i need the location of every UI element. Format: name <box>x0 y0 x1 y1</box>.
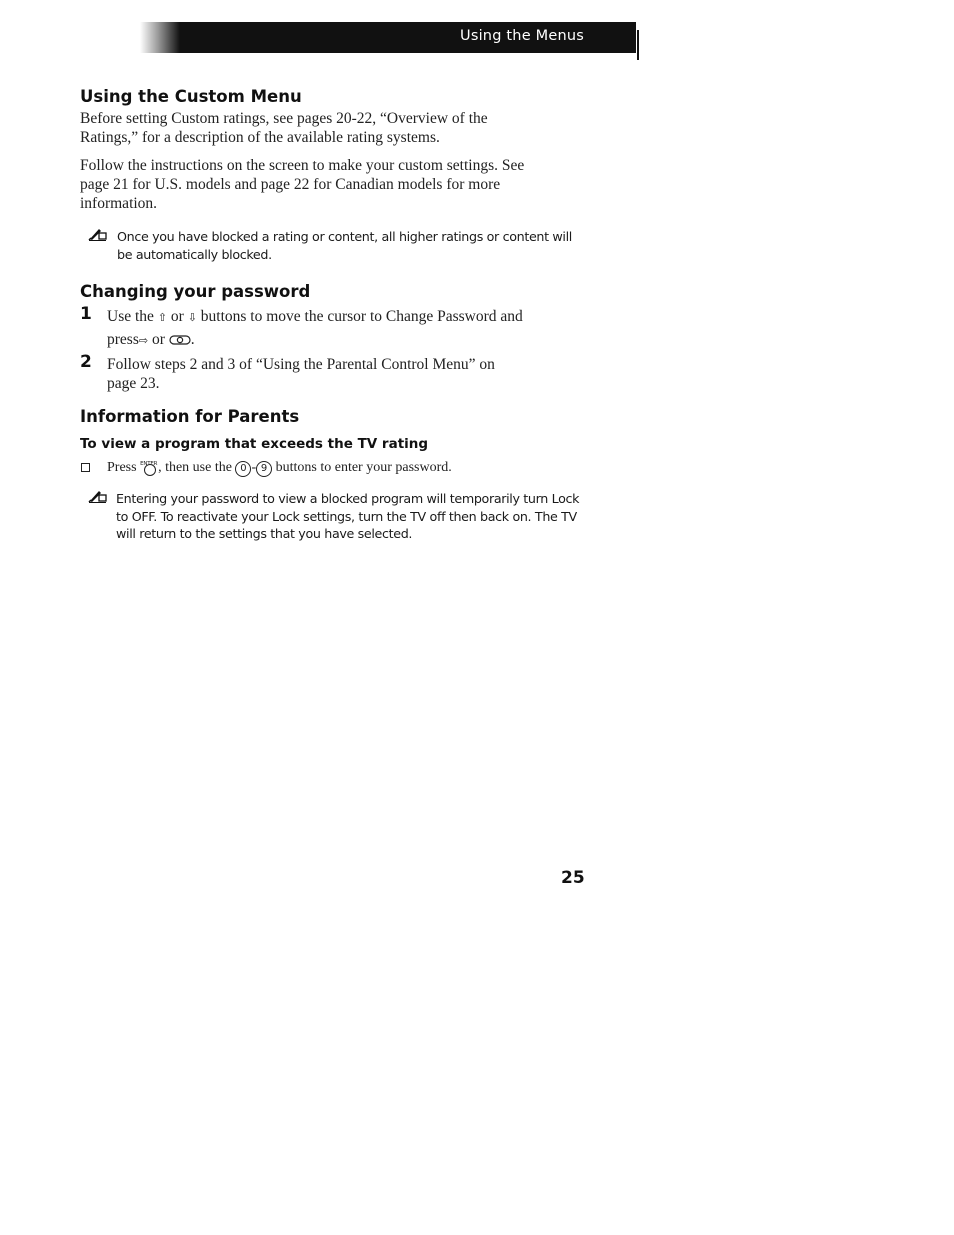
text-span: buttons to enter your password. <box>275 460 452 475</box>
custom-menu-note <box>117 228 572 263</box>
step-number: 1 <box>80 304 92 324</box>
text-span: or <box>170 308 184 325</box>
text-span: Use the <box>107 308 154 325</box>
text-span: press <box>107 331 139 348</box>
header-fade <box>140 22 180 53</box>
running-header-title: Using the Menus <box>460 28 584 44</box>
enter-button-icon <box>140 458 158 474</box>
custom-menu-paragraph-2 <box>80 156 583 213</box>
text-span: buttons to move the cursor to Change Password and <box>200 308 523 325</box>
section-heading-password: Changing your password <box>80 282 311 301</box>
text-line <box>107 329 523 352</box>
text-line: will return to the settings that you have selected. <box>116 526 413 541</box>
password-step-2 <box>107 355 495 393</box>
section-heading-parents: Information for Parents <box>80 407 300 426</box>
text-line: to OFF. To reactivate your Lock settings, turn the TV off then back on. The TV <box>116 508 577 524</box>
text-line: information. <box>80 195 158 212</box>
text-line: Before setting Custom ratings, see pages 20-22, “Overview of the <box>80 110 488 127</box>
number-9-button-icon: 9 <box>256 461 272 477</box>
text-line: Follow steps 2 and 3 of “Using the Parental Control Menu” on <box>107 356 495 373</box>
text-span: - <box>251 460 257 475</box>
enter-key-circle <box>144 464 156 476</box>
text-line <box>107 306 523 329</box>
header-rule <box>637 30 639 60</box>
note-pencil-icon <box>88 227 108 241</box>
down-arrow-icon: ⇩ <box>187 311 197 324</box>
text-line: Entering your password to view a blocked program will temporarily turn Lock <box>116 491 580 506</box>
parents-note <box>116 490 579 543</box>
section-heading-custom-menu: Using the Custom Menu <box>80 87 302 106</box>
text-line: Once you have blocked a rating or content, all higher ratings or content will <box>117 229 572 244</box>
step-number: 2 <box>80 352 92 372</box>
joystick-button-icon <box>169 335 191 345</box>
parents-subheading: To view a program that exceeds the TV rating <box>80 436 429 452</box>
text-line: page 21 for U.S. models and page 22 for Canadian models for more <box>80 176 501 193</box>
text-span: , then use the <box>158 460 232 475</box>
header-bar <box>140 22 636 53</box>
note-pencil-icon <box>88 489 108 503</box>
up-arrow-icon: ⇧ <box>157 311 168 324</box>
text-line: Ratings,” for a description of the available rating systems. <box>80 129 440 146</box>
password-step-1 <box>107 306 523 352</box>
text-line: page 23. <box>107 375 160 392</box>
text-line: Follow the instructions on the screen to make your custom settings. See <box>80 157 525 174</box>
parents-instruction <box>107 458 452 477</box>
enter-key-label: ENTER <box>140 461 158 467</box>
text-span: or <box>151 331 165 348</box>
checkbox-bullet-icon <box>81 463 90 472</box>
right-arrow-icon: ⇨ <box>138 334 149 347</box>
text-line: be automatically blocked. <box>117 246 272 262</box>
number-0-button-icon: 0 <box>235 461 251 477</box>
text-span: Press <box>107 460 137 475</box>
custom-menu-paragraph-1 <box>80 109 488 147</box>
text-span: . <box>190 331 195 348</box>
page-number: 25 <box>561 868 585 888</box>
